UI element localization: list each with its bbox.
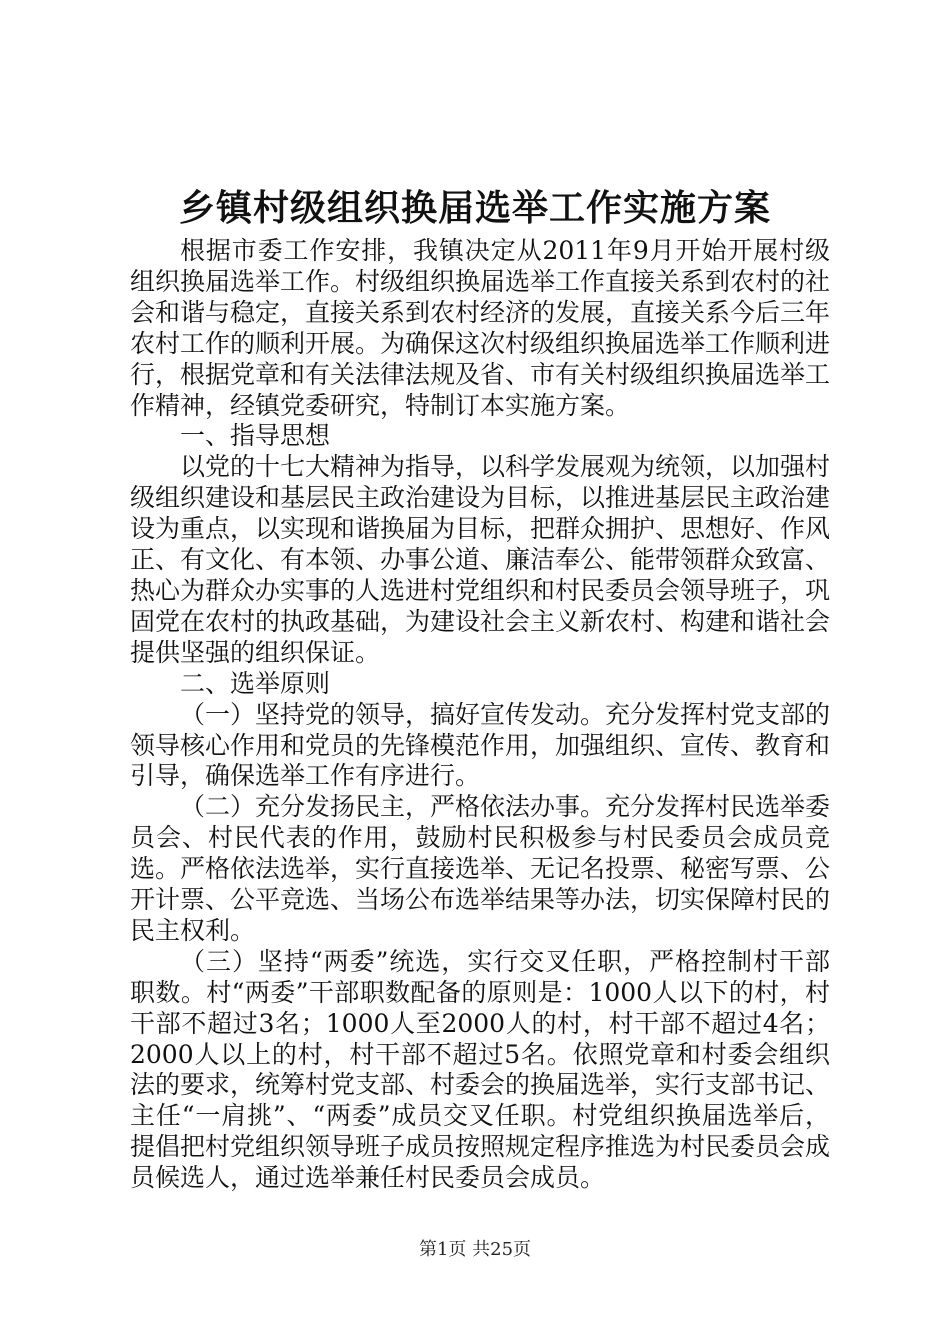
principle-2-paragraph: （二）充分发扬民主，严格依法办事。充分发挥村民选举委员会、村民代表的作用，鼓励村民积极参与村民委员会成员竞选。严格依法选举，实行直接选举、无记名投票、秘密写票、公开计票、公平竞选、当场公布选举结果等办法，切实保障村民的民主权利。 [130, 792, 831, 945]
intro-paragraph: 根据市委工作安排，我镇决定从2011年9月开始开展村级组织换届选举工作。村级组织换届选举工作直接关系到农村的社会和谐与稳定，直接关系到农村经济的发展，直接关系今后三年农村工作的顺利开展。为确保这次村级组织换届选举工作顺利进行，根据党章和有关法律法规及省、市有关村级组织换届选举工作精神，经镇党委研究，特制订本实施方案。 [130, 236, 831, 420]
page-number-footer: 第1页 共25页 [418, 1239, 532, 1260]
section-heading-guiding-ideology: 一、指导思想 [180, 421, 331, 451]
guiding-ideology-paragraph: 以党的十七大精神为指导，以科学发展观为统领，以加强村级组织建设和基层民主政治建设为目标，以推进基层民主政治建设为重点，以实现和谐换届为目标，把群众拥护、思想好、作风正、有文化、有本领、办事公道、廉洁奉公、能带领群众致富、热心为群众办实事的人选进村党组织和村民委员会领导班子，巩固党在农村的执政基础，为建设社会主义新农村、构建和谐社会提供坚强的组织保证。 [130, 452, 831, 667]
principle-1-paragraph: （一）坚持党的领导，搞好宣传发动。充分发挥村党支部的领导核心作用和党员的先锋模范作用，加强组织、宣传、教育和引导，确保选举工作有序进行。 [130, 699, 831, 791]
document-title: 乡镇村级组织换届选举工作实施方案 [178, 187, 771, 229]
section-heading-election-principles: 二、选举原则 [180, 668, 331, 698]
principle-3-paragraph: （三）坚持“两委”统选，实行交叉任职，严格控制村干部职数。村“两委”干部职数配备的原则是：1000人以下的村，村干部不超过3名；1000人至2000人的村，村干部不超过4名；2000人以上的村，村干部不超过5名。依照党章和村委会组织法的要求，统筹村党支部、村委会的换届选举，实行支部书记、主任“一肩挑”、“两委”成员交叉任职。村党组织换届选举后，提倡把村党组织领导班子成员按照规定程序推选为村民委员会成员候选人，通过选举兼任村民委员会成员。 [130, 946, 831, 1193]
document-body [130, 236, 830, 1194]
